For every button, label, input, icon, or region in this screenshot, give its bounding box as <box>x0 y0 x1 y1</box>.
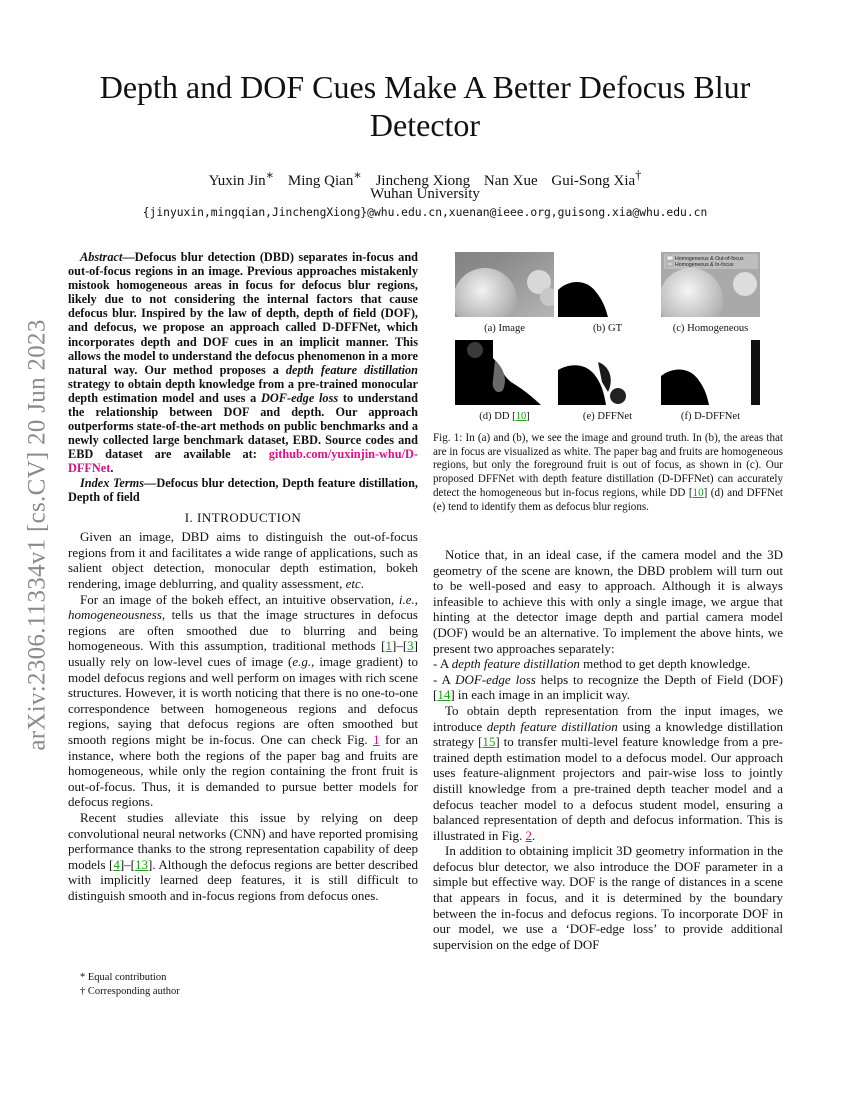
subcaption-f: (f) D-DFFNet <box>680 411 741 422</box>
bullet-dof-edge-loss: - A DOF-edge loss helps to recognize the Depth of Field (DOF) [14] in each image in an implicit way. <box>433 671 783 703</box>
panel-d-dffnet <box>661 340 760 405</box>
intro-paragraph-1: Given an image, DBD aims to distinguish the out-of-focus regions from it and facilitates a wide range of applications, such as salient object detection, monocular depth estimation, bokeh rendering, image deblurring, and quality assessment, etc. <box>68 529 418 592</box>
citation-link[interactable]: 15 <box>482 734 496 750</box>
figure-ref-link[interactable]: 1 <box>373 732 380 747</box>
figure-ref-link[interactable]: 2 <box>525 827 532 843</box>
author: Gui-Song Xia† <box>551 168 642 189</box>
left-column <box>68 250 418 904</box>
citation-link[interactable]: 4 <box>113 856 120 872</box>
author: Yuxin Jin∗ <box>208 168 275 189</box>
citation-link[interactable]: 13 <box>135 856 149 872</box>
panel-dd <box>455 340 554 405</box>
legend-in-focus: Homogeneous & In-focus <box>675 262 734 268</box>
right-paragraph-3: In addition to obtaining implicit 3D geometry information in the defocus blur detector, we also introduce the DOF parameter in a simple but effective way. DOF is the range of distances in a scene that appears in focus, and it is determined by the boundary between the in-focus and defocus regions. To incorporate DOF in our model, we use a ‘DOF-edge loss’ to provide additional supervision on the edge of DOF <box>433 843 783 952</box>
panel-image <box>455 252 554 317</box>
intro-paragraph-2: For an image of the bokeh effect, an intuitive observation, i.e., homogeneousness, tells us that the image structures in defocus regions are often smoothed due to blurring and being homogeneous. With this assumption, traditional methods [1]–[3] usually rely on low-level cues of image (e.g., image gradient) to model defocus regions and well perform on images with rich scene structures. However, it is worth noticing that there is no one-to-one correspondence between homogeneous regions and defocus regions, saying that defocus regions are often smoothed but smooth regions might be in-focus. One can check Fig. 1 for an instance, where both the regions of the paper bag and fruits are homogeneous, while only the region containing the front fruit is out-of-focus. Thus, it is demanded to pursue better models for defocus regions. <box>68 591 418 810</box>
intro-paragraph-3: Recent studies alleviate this issue by relying on deep convolutional neural networks (CNN) and have reported promising performance thanks to the strong representation capability of deep models [4]–[13]. Although the defocus regions are better described with implicitly learned deep features, it is still difficult to distinguish smooth and in-focus regions from defocus ones. <box>68 809 418 903</box>
subcaption-e: (e) DFFNet <box>582 411 633 422</box>
right-paragraph-1: Notice that, in an ideal case, if the camera model and the 3D geometry of the scene are known, the DBD problem will turn out to be well-posed and easy to approach. Although it is always infeasible to achieve this with only a single image, we argue that hinting at the detector image depth and partial camera model (DOF) would be an alternative. To implement the above hints, we present two approaches separately: <box>433 547 783 656</box>
footnote-equal-contribution: * Equal contribution <box>80 972 167 983</box>
panel-gt <box>558 252 657 317</box>
author: Ming Qian∗ <box>287 168 362 189</box>
affiliation: Wuhan University <box>370 186 480 202</box>
bullet-depth-distillation: - A depth feature distillation method to get depth knowledge. <box>433 656 751 672</box>
author-emails: {jinyuxin,mingqian,JinchengXiong}@whu.edu.cn,xuenan@ieee.org,guisong.xia@whu.edu.cn <box>142 206 708 219</box>
legend-out-of-focus: Homogeneous & Out-of-focus <box>675 256 744 262</box>
citation-link[interactable]: 1 <box>385 638 392 654</box>
author: Nan Xue <box>483 173 538 189</box>
footnotes <box>68 971 408 999</box>
abstract: Abstract—Defocus blur detection (DBD) separates in-focus and out-of-focus regions in an image. Previous approaches mistakenly mistook homogeneous areas in focus for defocus blur regions, likely due to not considering the internal factors that cause defocus blur. Inspired by the law of depth, depth of field (DOF), and defocus, we propose an approach called D-DFFNet, which incorporates depth and DOF cues in an implicit manner. This allows the model to understand the defocus phenomenon in a more natural way. Our method proposes a depth feature distillation strategy to obtain depth knowledge from a pre-trained monocular depth estimation model and uses a DOF-edge loss to understand the relationship between DOF and depth. Our approach outperforms state-of-the-art methods on public benchmarks and a newly collected large benchmark dataset, EBD. Source codes and EBD dataset are available at: github.com/yuxinjin-whu/D-DFFNet. <box>68 250 418 476</box>
subcaption-d: (d) DD [10] <box>479 411 530 422</box>
subcaption-c: (c) Homogeneous <box>672 323 749 334</box>
section-heading-introduction: I. INTRODUCTION <box>184 509 302 525</box>
author: Jincheng Xiong <box>375 173 471 189</box>
index-terms: Index Terms—Defocus blur detection, Depth feature distillation, Depth of field <box>68 475 418 504</box>
arxiv-side-stamp <box>22 295 54 775</box>
subcaption-a: (a) Image <box>484 323 525 334</box>
figure-1 <box>455 252 760 428</box>
footnote-corresponding: † Corresponding author <box>80 986 180 997</box>
citation-link[interactable]: 10 <box>515 411 527 422</box>
code-link[interactable]: github.com/yuxinjin-whu/D-DFFNet <box>68 447 418 476</box>
citation-link[interactable]: 3 <box>407 638 414 654</box>
panel-dffnet <box>558 340 657 405</box>
paper-title: Depth and DOF Cues Make A Better Defocus Blur Detector <box>99 69 751 143</box>
subcaption-b: (b) GT <box>592 323 623 334</box>
right-column <box>433 547 783 952</box>
right-paragraph-2: To obtain depth representation from the input images, we introduce depth feature distillation using a knowledge distillation strategy [15] to transfer multi-level feature knowledge from a pre-trained depth estimation model to a defocus model. Our approach uses feature-alignment projectors and pair-wise loss to jointly distill knowledge from a pre-trained depth teacher model and a defocus teacher model to a defocus student model, ensuring a balanced representation of depth and defocus information. This is illustrated in Fig. 2. <box>433 702 784 843</box>
citation-link[interactable]: 10 <box>692 486 704 499</box>
panel-homogeneous <box>661 252 760 317</box>
figure-1-caption: Fig. 1: In (a) and (b), we see the image and ground truth. In (b), the areas that are in focus are visualized as white. The paper bag and fruits are homogeneous regions, but only the foreground fruit is out of focus, as shown in (c). Our proposed DFFNet with depth feature distillation (D-DFFNet) can accurately detect the homogeneous but in-focus regions, while DD [10] (d) and DFFNet (e) tend to identify them as defocus blur regions. <box>433 432 783 513</box>
citation-link[interactable]: 14 <box>437 687 451 703</box>
arxiv-id: arXiv:2306.11334v1 [cs.CV] 20 Jun 2023 <box>24 319 51 751</box>
